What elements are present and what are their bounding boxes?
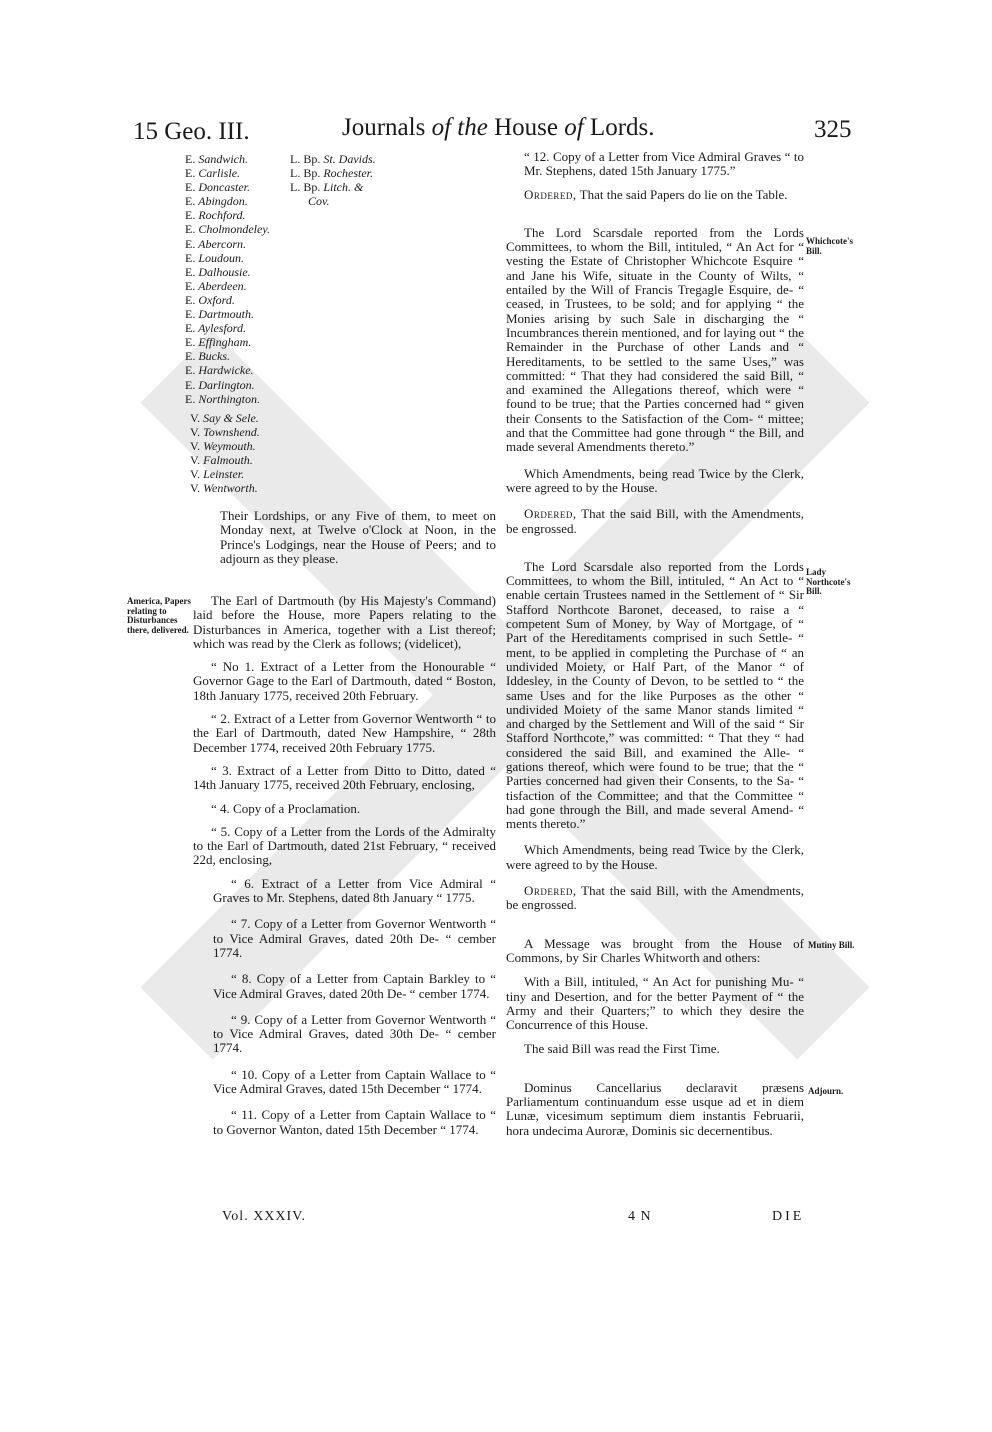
peer-entry: E. Sandwich. bbox=[185, 152, 249, 166]
order-engrossed-2: Ordered, That the said Bill, with the Amendments, be engrossed. bbox=[506, 883, 804, 913]
peer-entry: V. Wentworth. bbox=[190, 481, 258, 496]
title-lords: Lords. bbox=[589, 114, 655, 141]
peer-entry: E. Effingham. bbox=[185, 335, 252, 350]
amendments-agreed-1: Which Amendments, being read Twice by the Clerk, were agreed to by the House. bbox=[506, 465, 804, 495]
peer-entry: E. Loudoun. bbox=[185, 250, 245, 265]
peer-entry: Cov. bbox=[308, 194, 330, 209]
margin-note-america: America, Papers relating to Disturbances there, delivered. bbox=[127, 596, 191, 635]
peers-list-viscounts bbox=[190, 411, 260, 496]
mutiny-bill: With a Bill, intituled, “ An Act for punishing Mu- “ tiny and Desertion, and for the better Payment of “ the Army and their Quarters;” to which they desire the Concurrence of this House. bbox=[506, 974, 804, 1033]
peer-entry: E. Dartmouth. bbox=[185, 307, 255, 322]
northcote-report: The Lord Scarsdale also reported from the Lords Committees, to whom the Bill, intituled, “ An Act to “ enable certain Trustees named in the Settlement of “ Sir Stafford Northcote Baronet, deceased, to raise a “ competent Sum of Money, by Way of Mortgage, of “ Part of the Hereditaments comprised in such Settle- “ ment, to be applied in completing the Purchase of “ an undivided Moiety, or Half Part, of the Manor “ of Iddesley, in the County of Devon, to be settled to “ the same Uses and for the like Purposes as the other “ undivided Moiety of the same Manor stands limited “ and charged by the Settlement and Will of the said “ Sir Stafford Northcote,” was committed: “ That they “ had considered the said Bill, and examined the Alle- “ gations thereof, which were found to be true; that the “ Parties concerned had given their Consents, to the Sa- “ tisfaction of the Committee; and that the Committee “ had gone through the Bill, and made several Amend- “ ments thereto.” bbox=[506, 558, 804, 832]
peer-entry: V. Leinster. bbox=[190, 467, 245, 482]
signature-mark: 4 N bbox=[628, 1209, 652, 1224]
paper-sub-item: “ 9. Copy of a Letter from Governor Wentworth “ to Vice Admiral Graves, dated 30th De- “ cember 1774. bbox=[213, 1011, 496, 1056]
right-column bbox=[506, 150, 804, 1138]
peer-entry: V. Weymouth. bbox=[190, 439, 256, 454]
first-reading: The said Bill was read the First Time. bbox=[524, 1041, 720, 1057]
title-of: of bbox=[564, 114, 584, 141]
peer-entry: E. Doncaster. bbox=[185, 180, 251, 195]
volume-number: Vol. XXXIV. bbox=[222, 1209, 306, 1224]
left-column bbox=[193, 594, 496, 1137]
paper-item: “ 3. Extract of a Letter from Ditto to Ditto, dated “ 14th January 1775, received 20th February, enclosing, bbox=[193, 762, 496, 793]
paper-sub-item: “ 7. Copy of a Letter from Governor Wentworth “ to Vice Admiral Graves, dated 20th De- “ cember 1774. bbox=[213, 916, 496, 960]
peer-entry: E. Abercorn. bbox=[185, 236, 247, 251]
peer-entry: E. Dalhousie. bbox=[185, 264, 251, 279]
peer-entry: E. Oxford. bbox=[185, 292, 235, 307]
peer-entry: E. Cholmondeley. bbox=[185, 222, 270, 237]
margin-note-adjourn: Adjourn. bbox=[808, 1086, 844, 1096]
peers-list-earls bbox=[185, 152, 270, 406]
title-of-the: of the bbox=[431, 114, 488, 141]
page-number: 325 bbox=[814, 116, 852, 143]
order-lie-on-table: Ordered, That the said Papers do lie on the Table. bbox=[524, 186, 788, 202]
peers-list-bishops bbox=[290, 152, 376, 208]
peer-entry: E. Northington. bbox=[185, 391, 261, 406]
peer-entry: E. Darlington. bbox=[185, 377, 255, 392]
peer-entry: L. Bp. Rochester. bbox=[290, 166, 373, 181]
running-head-title bbox=[342, 114, 655, 142]
peer-entry: E. Carlisle. bbox=[185, 166, 241, 181]
commons-message: A Message was brought from the House of Commons, by Sir Charles Whitworth and others: bbox=[506, 935, 804, 965]
paper-sub-item: “ 11. Copy of a Letter from Captain Wallace to “ to Governor Wanton, dated 15th December “ 1774. bbox=[213, 1107, 496, 1137]
peer-entry: V. Say & Sele. bbox=[190, 411, 259, 425]
paper-item: “ No 1. Extract of a Letter from the Honourable “ Governor Gage to the Earl of Dartmouth, dated “ Boston, 18th January 1775, received 20th February. bbox=[193, 659, 496, 703]
paper-item: “ 2. Extract of a Letter from Governor Wentworth “ to the Earl of Dartmouth, dated New Hampshire, “ 28th December 1774, received 20th February 1775. bbox=[193, 711, 496, 755]
title-house: House bbox=[494, 114, 558, 141]
papers-intro: The Earl of Dartmouth (by His Majesty's Command) laid before the House, more Papers relating to the Disturbances in America, together with a List thereof; which was read by the Clerk as follows; (videlicet), bbox=[193, 593, 496, 651]
peer-entry: E. Bucks. bbox=[185, 349, 230, 364]
peer-entry: E. Aberdeen. bbox=[185, 278, 247, 293]
paper-sub-item: “ 10. Copy of a Letter from Captain Wallace to “ Vice Admiral Graves, dated 15th December “ 1774. bbox=[213, 1066, 496, 1097]
peer-entry: E. Rochford. bbox=[185, 208, 246, 223]
amendments-agreed-2: Which Amendments, being read Twice by the Clerk, were agreed to by the House. bbox=[506, 842, 804, 872]
paper-item: “ 5. Copy of a Letter from the Lords of the Admiralty to the Earl of Dartmouth, dated 21st February, “ received 22d, enclosing, bbox=[193, 823, 496, 868]
peer-entry: L. Bp. St. Davids. bbox=[290, 152, 376, 166]
paper-sub-item: “ 8. Copy of a Letter from Captain Barkley to “ Vice Admiral Graves, dated 20th De- “ cember 1774. bbox=[213, 971, 496, 1001]
peer-entry: E. Hardwicke. bbox=[185, 363, 254, 378]
peer-entry: E. Aylesford. bbox=[185, 321, 247, 336]
adjournment-latin: Dominus Cancellarius declaravit præsens Parliamentum continuandum esse usque ad et in diem Lunæ, vicesimum septimum diem instantis Februarii, hora undecima Auroræ, Dominis sic decernentibus. bbox=[506, 1079, 804, 1138]
peer-entry: E. Abingdon. bbox=[185, 194, 248, 209]
margin-note-mutiny: Mutiny Bill. bbox=[808, 940, 855, 950]
paper-item: “ 4. Copy of a Proclamation. bbox=[211, 800, 361, 816]
peer-entry: L. Bp. Litch. & bbox=[290, 180, 364, 195]
running-head-regnal-year: 15 Geo. III. bbox=[133, 118, 250, 145]
paper-item-12: “ 12. Copy of a Letter from Vice Admiral Graves “ to Mr. Stephens, dated 15th January 1775.” bbox=[524, 149, 804, 179]
peer-entry: V. Townshend. bbox=[190, 425, 260, 440]
title-journals: Journals bbox=[342, 114, 426, 141]
paper-sub-item: “ 6. Extract of a Letter from Vice Admiral “ Graves to Mr. Stephens, dated 8th January “ 1775. bbox=[213, 875, 496, 906]
margin-note-whichcote: Whichcote's Bill. bbox=[806, 236, 853, 256]
margin-note-northcote: Lady Northcote's Bill. bbox=[806, 567, 851, 596]
order-engrossed-1: Ordered, That the said Bill, with the Amendments, be engrossed. bbox=[506, 506, 804, 536]
whichcote-report: The Lord Scarsdale reported from the Lords Committees, to whom the Bill, intituled, “ An Act for “ vesting the Estate of Christopher Whichcote Esquire “ and Jane his Wife, situate in the County of Wilts, “ entailed by the Will of Francis Tregagle Esquire, de- “ ceased, in Trustees, to be sold; and for applying “ the Monies arising by such Sale in discharging the “ Incumbrances therein mentioned, and for laying out “ the Remainder in the Purchase of other Lands and “ Hereditaments, to be settled to the same Uses,” was committed: “ That they had considered the said Bill, “ and examined the Allegations thereof, which were “ found to be true; that the Parties concerned had “ given their Consents to the Satisfaction of the Com- “ mittee; and that the Committee had gone through “ the Bill, and made several Amendments thereto.” bbox=[506, 224, 804, 455]
catchword: DIE bbox=[772, 1209, 805, 1224]
peer-entry: V. Falmouth. bbox=[190, 453, 253, 468]
committee-meeting-paragraph: Their Lordships, or any Five of them, to meet on Monday next, at Twelve o'Clock at Noon, in the Prince's Lodgings, near the House of Peers; and to adjourn as they please. bbox=[220, 508, 496, 566]
